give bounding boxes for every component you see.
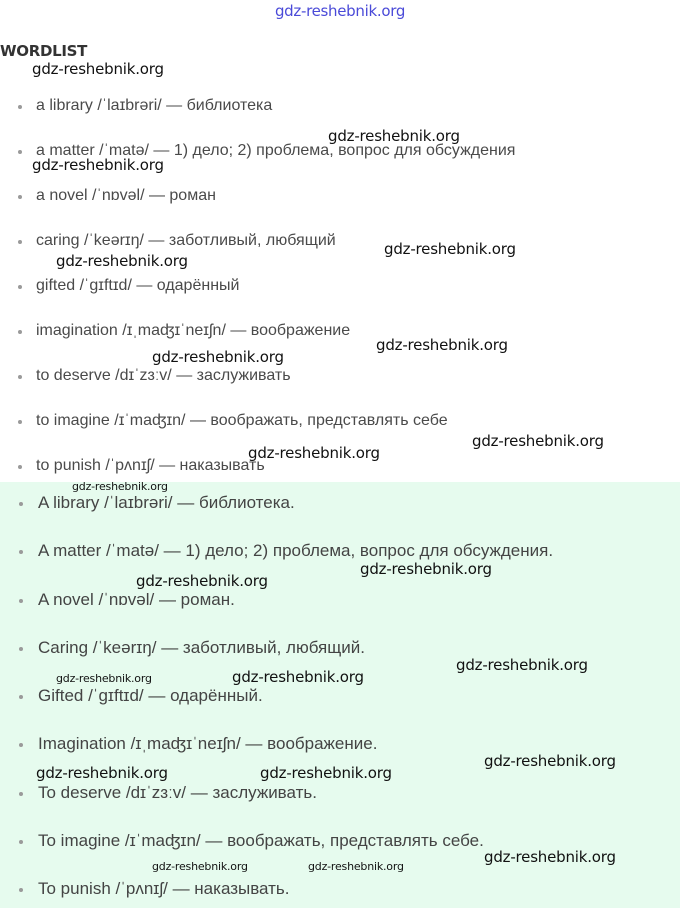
watermark: gdz-reshebnik.org [248,444,380,462]
watermark: gdz-reshebnik.org [456,656,588,674]
watermark: gdz-reshebnik.org [152,348,284,366]
list-item: imagination /ɪˌmaʤɪˈneɪʃn/ — воображение [0,319,680,364]
watermark: gdz-reshebnik.org [56,252,188,270]
list-item: To deserve /dɪˈzɜːv/ — заслуживать. [0,780,680,828]
list-item: Gifted /ˈɡɪftɪd/ — одарённый. [0,683,680,731]
watermark: gdz-reshebnik.org [472,432,604,450]
list-item: to deserve /dɪˈzɜːv/ — заслуживать [0,364,680,409]
list-item: gifted /ˈɡɪftɪd/ — одарённый [0,274,680,319]
watermark: gdz-reshebnik.org [136,572,268,590]
list-item: caring /ˈkeərɪŋ/ — заботливый, любящий [0,229,680,274]
watermark: gdz-reshebnik.org [56,672,152,685]
list-item: To punish /ˈpʌnɪʃ/ — наказывать. [0,876,680,908]
list-item: A library /ˈlaɪbrəri/ — библиотека. [0,490,680,538]
watermark: gdz-reshebnik.org [260,764,392,782]
watermark: gdz-reshebnik.org [36,764,168,782]
watermark: gdz-reshebnik.org [384,240,516,258]
watermark: gdz-reshebnik.org [32,60,164,78]
watermark: gdz-reshebnik.org [72,480,168,493]
list-item: To imagine /ɪˈmaʤɪn/ — воображать, представлять себе. [0,828,680,876]
watermark: gdz-reshebnik.org [232,668,364,686]
list-item: a matter /ˈmatə/ — 1) дело; 2) проблема, вопрос для обсуждения [0,139,680,184]
watermark: gdz-reshebnik.org [328,127,460,145]
list-item: a novel /ˈnɒvəl/ — роман [0,184,680,229]
watermark: gdz-reshebnik.org [360,560,492,578]
list-item: to imagine /ɪˈmaʤɪn/ — воображать, представлять себе [0,409,680,454]
page-title: WORDLIST [0,42,88,60]
wordlist-answer [0,490,680,908]
list-item: a library /ˈlaɪbrəri/ — библиотека [0,94,680,139]
watermark: gdz-reshebnik.org [376,336,508,354]
watermark: gdz-reshebnik.org [484,848,616,866]
list-item: to punish /ˈpʌnɪʃ/ — наказывать [0,454,680,499]
watermark: gdz-reshebnik.org [152,860,248,873]
list-item: Imagination /ɪˌmaʤɪˈneɪʃn/ — воображение. [0,731,680,779]
watermark: gdz-reshebnik.org [308,860,404,873]
site-link[interactable]: gdz-reshebnik.org [274,2,406,20]
watermark: gdz-reshebnik.org [484,752,616,770]
list-item: Caring /ˈkeərɪŋ/ — заботливый, любящий. [0,635,680,683]
list-item: A matter /ˈmatə/ — 1) дело; 2) проблема, вопрос для обсуждения. [0,538,680,586]
list-item: A novel /ˈnɒvəl/ — роман. [0,587,680,635]
watermark: gdz-reshebnik.org [32,156,164,174]
